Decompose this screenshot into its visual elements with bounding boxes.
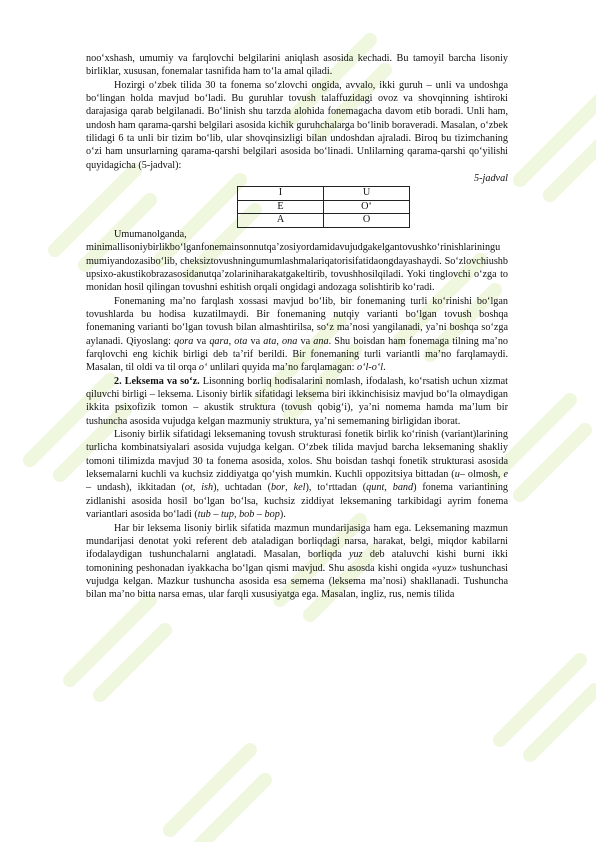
- paragraph-3-first-line: Umumanolganda,: [114, 228, 187, 240]
- example-word: qara: [209, 335, 229, 347]
- vowel-table-cell: A: [238, 214, 324, 228]
- document-page: [86, 52, 508, 602]
- text-run: ,: [192, 482, 202, 494]
- text-run: deb ataluvchi kishi burni ikki tomonining peshonadan iyakkacha bo‘lgan qismi mavjud. Shu asosda kishi ongida «yuz» tushunchasi vujudga kelgan. Mazkur tushuncha asosida esa semema (leksema ma’nosi) shakllanadi. Tushuncha bilan ma’no bitta narsa emas, ular farqli xususiyatga ega. Masalan, ingliz, rus, nemis tilida: [86, 549, 508, 601]
- text-run: ,: [228, 335, 235, 347]
- text-run: Lisoniy birlik sifatidagi leksemaning tovush strukturasi fonetik birlik ko‘rinish (variant)larining turlicha kombinatsiyalari asosida vujudga kelgan. O‘zbek tilida mavjud barcha leksemaning shakliy tomoni tilimizda mavjud 30 ta fonema asosida, xolos. Shu boisdan tashqi fonetik strukturasi asosida leksemalarni kuchli va kuchsiz ziddiyatga qo‘yish mumkin. Kuchli oppozitsiya bittadan (: [86, 429, 508, 481]
- vowel-table-cell: U: [324, 187, 410, 201]
- example-word: ish: [201, 482, 214, 494]
- text-run: va: [247, 335, 264, 347]
- watermark-stroke: [500, 660, 580, 740]
- example-word: yuz: [349, 549, 363, 561]
- text-run: – olmosh,: [459, 469, 504, 481]
- text-run: . Shu boisdan ham fonemaga tilning ma’no farqlovchi eng kichik birligi deb ta’rif berildi. Bir fonemaning turli variantli ma’no farqlamaydi. Masalan, til oldi va til orqa: [86, 335, 509, 374]
- text-run: va: [193, 335, 210, 347]
- text-run: Har bir leksema lisoniy birlik sifatida mazmun mundarijasiga ham ega. Leksemaning mazmun mundarijasi denotat yoki referent deb ataladigan borliqdagi narsa, harakat, belgi, miqdor kabilarni ifodalaydigan tushunchalarni anglatadi. Masalan, borliqda: [86, 522, 508, 561]
- example-word: e: [503, 469, 508, 481]
- example-word: ata: [263, 335, 277, 347]
- text-run: Lisonning borliq hodisalarini nomlash, ifodalash, ko‘rsatish uchun xizmat qiluvchi birligi – leksema. Lisoniy birlik sifatidagi leksema biri ikkinchisisiz mavjud bo‘la olmaydigan ikkita psixofizik tomon – akustik struktura (tovush qobig‘i), ya’ni nomema hamda ma’lum bir tushuncha asosida vujudga kelgan mazmuniy struktura, ya’ni sememaning birligidan iborat.: [86, 375, 508, 427]
- text-run: ), to‘rttadan (: [305, 482, 367, 494]
- text-run: ).: [279, 509, 286, 521]
- example-word: o‘l-o‘l: [357, 362, 384, 374]
- vowel-table-cell: E: [238, 200, 324, 214]
- example-word: ana: [313, 335, 329, 347]
- watermark-stroke: [520, 430, 585, 495]
- table-caption: 5-jadval: [474, 173, 508, 185]
- example-word: ot: [184, 482, 193, 494]
- watermark-stroke: [100, 630, 165, 695]
- text-run: ) fonema variantining zidlanishi asosida hosil bo‘lgan bo‘lsa, kuchsiz ziddiyat leksemaning tarkibidagi ayrim fonema variantlari asosida bo‘ladi (: [86, 482, 509, 521]
- paragraph-7: [86, 522, 508, 602]
- watermark-stroke: [530, 690, 595, 755]
- example-word: o‘: [198, 362, 208, 374]
- text-run: ,: [384, 482, 393, 494]
- text-run: Fonemaning ma’no farqlash xossasi mavjud bo‘lib, bir fonemaning turli ko‘rinishi bo‘lgan tovushlarda bu hodisa kuzatilmaydi. Bir fonemaning nutqiy varianti bo‘lgan tovush boshqa fonemaning varianti bo‘lgan tovush bilan almashtirilsa, so‘z ma’nosi yangilanadi, ya’ni boshqa so‘zga aylanadi. Qiyoslang:: [86, 295, 508, 347]
- vowel-table-cell: O: [324, 214, 410, 228]
- text-run: unlilari quyida ma’no farqlamagan:: [207, 362, 358, 374]
- example-word: bor: [270, 482, 286, 494]
- vowel-table-row: [238, 187, 410, 201]
- text-run: .: [383, 362, 386, 374]
- watermark-stroke: [200, 780, 265, 842]
- vowel-table-cell: I: [238, 187, 324, 201]
- paragraph-4: [86, 295, 508, 375]
- section-heading: 2. Leksema va so‘z.: [114, 375, 200, 387]
- example-word: qunt: [366, 482, 385, 494]
- watermark-stroke: [550, 130, 596, 195]
- example-word: ota: [234, 335, 248, 347]
- example-word: qora: [174, 335, 194, 347]
- example-word: ona: [282, 335, 298, 347]
- example-word: band: [392, 482, 414, 494]
- text-run: – undash), ikkitadan (: [86, 482, 185, 494]
- text-run: ,: [285, 482, 294, 494]
- vowel-table-row: [238, 214, 410, 228]
- vowel-table: [237, 186, 410, 228]
- text-run: ), uchtadan (: [213, 482, 271, 494]
- watermark-stroke: [70, 600, 150, 680]
- text-run: va: [297, 335, 314, 347]
- paragraph-6: [86, 428, 508, 521]
- paragraph-3: minimallisoniybirlikbo‘lganfonemainsonnutqa’zosiyordamidavujudgakelgantovushko‘rinishlariningumumiyandozasibo‘lib, cheksiztovushningumumlashmalariqatorisifatidaongdayashaydi. So‘zlovchiushbupsixo-akustikobrazasosidanutqa’zolariniharakatgakeltirib, tovushhosilqiladi. Yoki tinglovchi o‘zga tomonidan hosil qilingan tovushni eshitish orqali ongidagi andozaga solishtirib ko‘radi.: [86, 242, 508, 294]
- vowel-table-row: [238, 200, 410, 214]
- paragraph-5: [86, 375, 508, 428]
- watermark-stroke: [170, 750, 250, 830]
- vowel-table-cell: O‘: [324, 200, 410, 214]
- example-word: kel: [293, 482, 306, 494]
- example-word: tub – tup, bob – bop: [197, 509, 280, 521]
- paragraph-2: Hozirgi o‘zbek tilida 30 ta fonema so‘zlovchi ongida, avvalo, ikki guruh – unli va undoshga bo‘lingan holda mavjud bo‘ladi. Bu guruhlar tovush talaffuzidagi ovoz va shovqinning ishtiroki darajasiga qarab belgilanadi. Bo‘linish shu tarzda alohida fonemagacha davom etib boradi. Unli ham, undosh ham qarama-qarshi belgilari asosida kichik guruhchalarga bo‘linib boraveradi. Masalan, o‘zbek tilidagi 6 ta unli bir tizim bo‘lib, ular shovqinsizligi bilan undoshdan ajraladi. Biroq bu tizimchaning o‘zi ham unsurlarning qarama-qarshi belgilari asosida bo‘linadi. Unlilarning qarama-qarshi qo‘yilishi quyidagicha (5-jadval):: [86, 79, 508, 171]
- watermark-stroke: [520, 100, 596, 180]
- text-run: ,: [276, 335, 283, 347]
- paragraph-1: noo‘xshash, umumiy va farqlovchi belgilarini aniqlash asosida kechadi. Bu tamoyil barcha lisoniy birliklar, xususan, fonemalar tasnifida ham to‘la amal qiladi.: [86, 53, 508, 78]
- example-word: u: [454, 469, 460, 481]
